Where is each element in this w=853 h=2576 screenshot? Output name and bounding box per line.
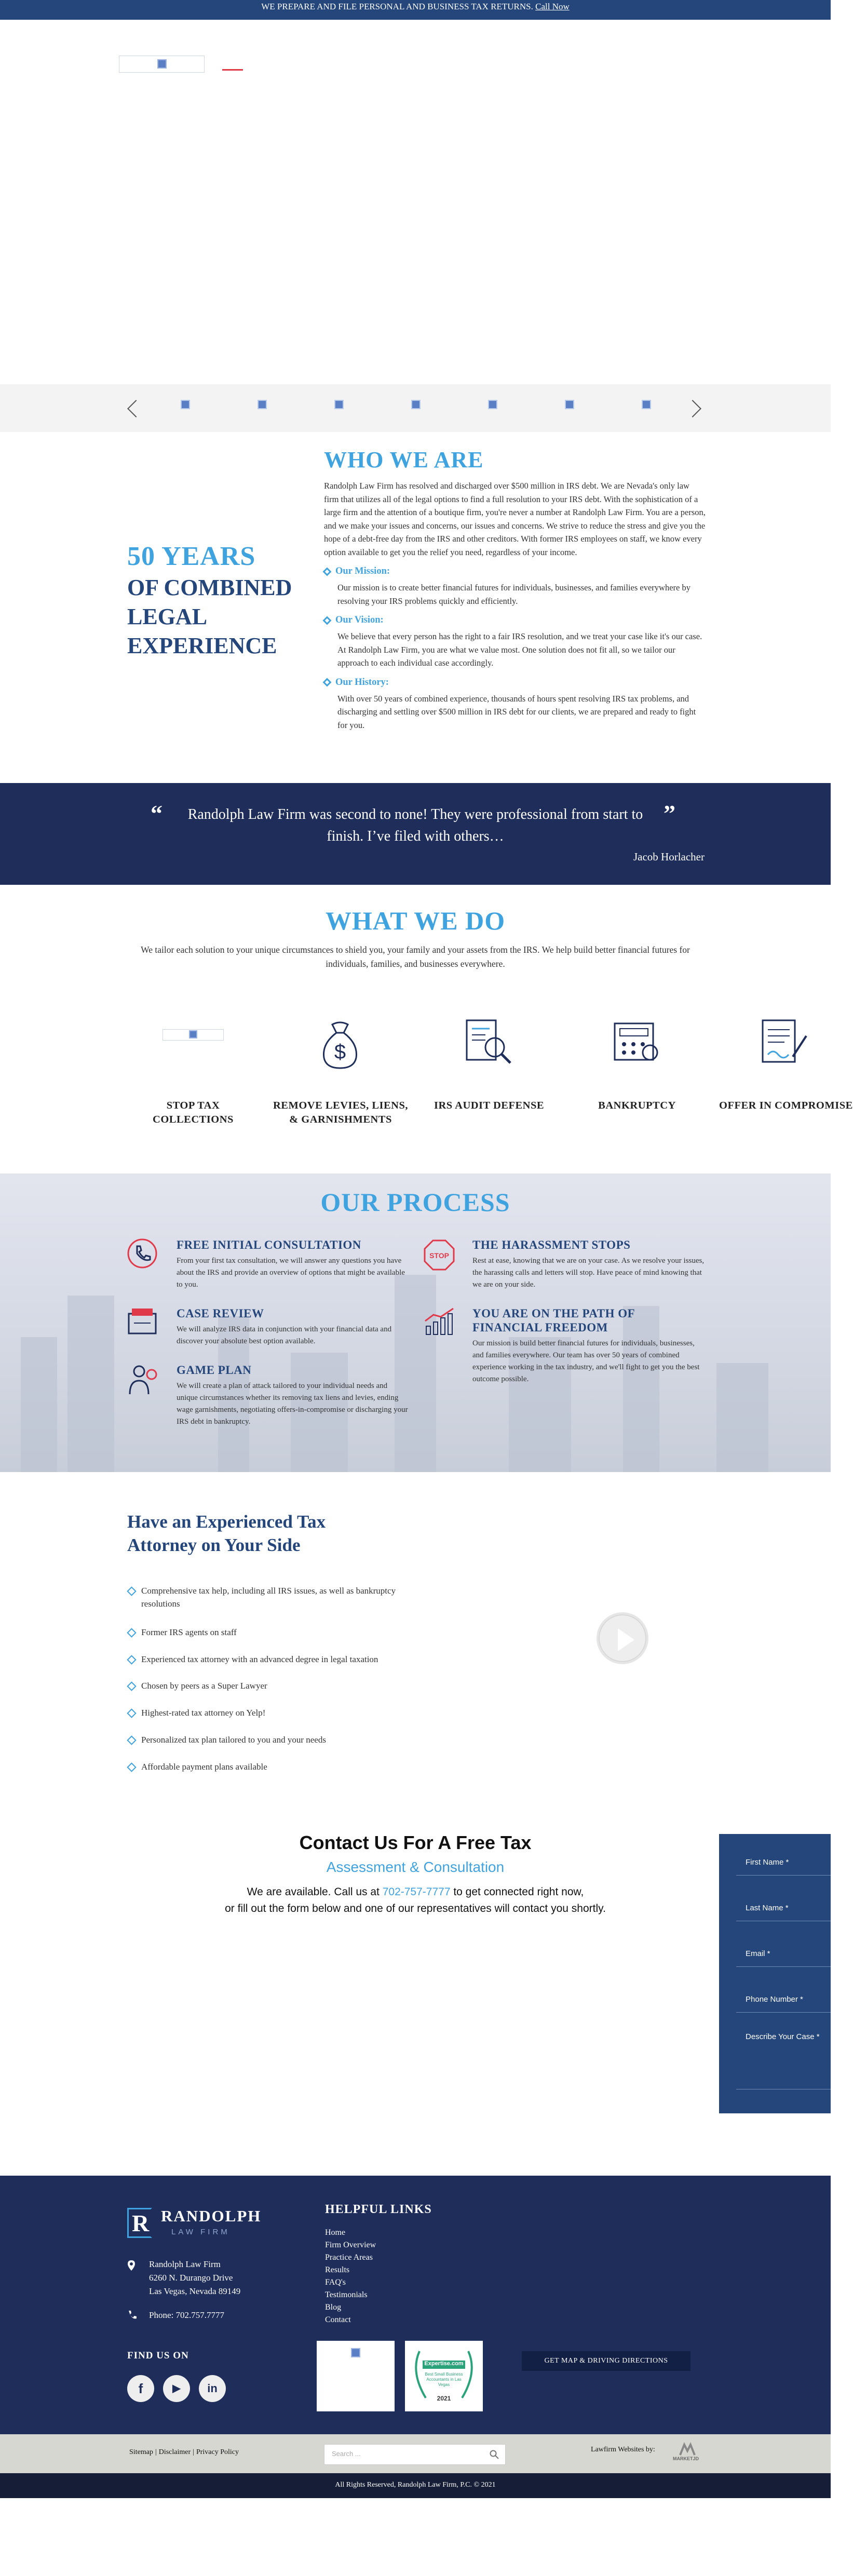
diamond-bullet-icon [127, 1709, 135, 1717]
who-we-are-intro: Randolph Law Firm has resolved and discharged over $500 million in IRS debt. We are Nevada's only law firm that utilizes all of the legal options to find a full resolution to your IRS debt. With the sophistication of a large firm and the attention of a boutique firm, you're never a number at Randolph Law Firm. You are a person, and we make your issues and concerns, our issues and concerns. We strive to reduce the stress and give you the hope of a debt-free day from the IRS and other creditors. With former IRS employees on staff, we know every option available to get you the relief you need, regardless of your income. [324, 481, 706, 557]
footer-link[interactable]: Results [325, 2265, 350, 2274]
expertise-award-badge[interactable] [405, 2341, 483, 2411]
footer-logo-mark[interactable]: R [127, 2208, 152, 2238]
image-placeholder-icon [351, 2348, 360, 2357]
diamond-bullet-icon [323, 678, 332, 687]
process-step-title: GAME PLAN [177, 1364, 252, 1377]
footer-link[interactable]: Practice Areas [325, 2253, 373, 2262]
award-badge-image[interactable] [317, 2341, 395, 2411]
service-label: BANKRUPTCY [598, 1100, 676, 1111]
process-step-title: THE HARASSMENT STOPS [472, 1238, 631, 1251]
vision-heading: Our Vision: [324, 615, 706, 626]
svg-text:$: $ [334, 1041, 346, 1063]
history-text: With over 50 years of combined experience, thousands of hours spent resolving IRS tax problems, and discharging and settling over $500 million in IRS debt for our clients, we are prepared and ready to fight for you. [337, 693, 696, 730]
search-placeholder: Search ... [332, 2450, 361, 2458]
process-step-text: We will create a plan of attack tailored to your individual needs and unique circumstances whether its removing tax liens and levies, ending wage garnishments, negotiating offers-in-compromise or discharging your IRS debt in bankruptcy. [177, 1382, 408, 1426]
find-us-title: FIND US ON [127, 2350, 189, 2361]
case-description-field[interactable]: Describe Your Case * [736, 2027, 831, 2089]
contact-text: We are available. Call us at 702-757-7777 to get connected right now, or fill out the form below and one of our representatives will contact you shortly. [225, 1886, 606, 1914]
service-label: IRS AUDIT DEFENSE [434, 1100, 545, 1111]
offer-document-icon [755, 1015, 813, 1072]
carousel-logo-image-icon [411, 400, 421, 409]
marketjd-logo[interactable]: MARKETJD [668, 2443, 704, 2465]
mission-text: Our mission is to create better financial futures for individuals, businesses, and families everywhere by resolving your IRS problems quickly and efficiently. [337, 583, 690, 606]
open-quote-icon: “ [151, 800, 163, 827]
carousel-logo-image-icon [642, 400, 651, 409]
benefit-item: Personalized tax plan tailored to you and your needs [127, 1733, 423, 1746]
folder-icon [127, 1306, 158, 1336]
what-we-do-title: WHAT WE DO [325, 906, 506, 935]
service-image-placeholder [163, 1029, 224, 1041]
testimonial-author: Jacob Horlacher [633, 851, 705, 863]
benefit-item: Affordable payment plans available [127, 1760, 423, 1773]
benefit-item: Comprehensive tax help, including all IRS issues, as well as bankruptcy resolutions [127, 1584, 423, 1610]
site-logo[interactable] [119, 56, 205, 73]
growth-chart-icon [423, 1306, 455, 1337]
process-step [472, 1238, 706, 1291]
phone-icon [127, 2310, 138, 2320]
svg-text:STOP: STOP [429, 1251, 449, 1260]
process-step-text: We will analyze IRS data in conjunction with your financial data and discover your absolute best option available. [177, 1325, 392, 1345]
linkedin-icon: in [207, 2382, 218, 2395]
disclaimer-link[interactable]: Disclaimer [158, 2448, 191, 2456]
document-magnifier-icon [459, 1015, 517, 1072]
who-we-are-title: WHO WE ARE [324, 447, 484, 473]
last-name-field[interactable]: Last Name * [736, 1898, 831, 1921]
benefit-item: Chosen by peers as a Super Lawyer [127, 1679, 423, 1692]
testimonial-quote: Randolph Law Firm was second to none! They were professional from start to finish. I’ve filed with others… [187, 806, 643, 844]
years-line: OF COMBINED [127, 575, 292, 600]
process-title: OUR PROCESS [320, 1188, 510, 1217]
service-label: REMOVE LEVIES, LIENS, & GARNISHMENTS [273, 1100, 408, 1125]
mission-heading: Our Mission: [324, 566, 706, 577]
first-name-field[interactable]: First Name * [736, 1853, 831, 1876]
badge-year: 2021 [437, 2395, 451, 2402]
footer-link[interactable]: Blog [325, 2303, 342, 2312]
page-end-space [0, 2498, 831, 2576]
diamond-bullet-icon [127, 1655, 135, 1663]
footer-logo-name[interactable]: RANDOLPH [161, 2207, 262, 2225]
process-step-title: YOU ARE ON THE PATH OF FINANCIAL FREEDOM [472, 1307, 635, 1334]
privacy-policy-link[interactable]: Privacy Policy [196, 2448, 239, 2456]
top-announcement-bar [0, 0, 831, 20]
process-step-text: Our mission is build better financial futures for individuals, businesses, and families everywhere. Our team has over 50 years of combined experience working in the tax industry, and we'll fight to get you the best outcome possible. [472, 1339, 700, 1383]
youtube-button[interactable] [163, 2375, 190, 2402]
footer-link[interactable]: Contact [325, 2315, 351, 2324]
contact-phone-link[interactable]: 702-757-7777 [382, 1886, 451, 1898]
history-heading: Our History: [324, 677, 706, 688]
process-step [177, 1363, 410, 1428]
process-step-text: From your first tax consultation, we will answer any questions you have about the IRS and provide an overview of options that might be available to you. [177, 1257, 405, 1289]
process-step-title: FREE INITIAL CONSULTATION [177, 1238, 361, 1251]
experience-callout [127, 540, 314, 660]
header-accent-line [222, 69, 243, 71]
helpful-links-title: HELPFUL LINKS [325, 2203, 432, 2216]
diamond-bullet-icon [323, 567, 332, 576]
close-quote-icon: ” [664, 800, 675, 827]
search-icon[interactable] [490, 2450, 499, 2459]
footer-search-input[interactable] [324, 2444, 506, 2465]
footer-link[interactable]: FAQ's [325, 2278, 346, 2287]
stop-sign-icon [423, 1239, 455, 1271]
copyright-text: All Rights Reserved, Randolph Law Firm, P.C. © 2021 [335, 2481, 496, 2489]
marketjd-mark-icon [668, 2443, 704, 2456]
announcement-text: WE PREPARE AND FILE PERSONAL AND BUSINESS TAX RETURNS. [261, 2, 533, 11]
money-bag-icon [312, 1015, 369, 1072]
footer-link[interactable]: Home [325, 2228, 346, 2237]
carousel-logo-image-icon [334, 400, 344, 409]
service-label: OFFER IN COMPROMISE [719, 1100, 853, 1111]
diamond-bullet-icon [127, 1682, 135, 1690]
what-we-do-subtitle: We tailor each solution to your unique circumstances to shield you, your family and your assets from the IRS. We help build better financial futures for individuals, families, and businesses everywhere. [141, 945, 690, 969]
bankruptcy-calculator-icon [608, 1015, 666, 1072]
footer-link[interactable]: Firm Overview [325, 2241, 376, 2249]
legal-links: Sitemap | Disclaimer | Privacy Policy [127, 2448, 241, 2457]
who-we-are-section [324, 447, 706, 732]
diamond-bullet-icon [127, 1736, 135, 1744]
process-step [177, 1238, 410, 1291]
game-plan-person-icon [127, 1363, 158, 1396]
phone-call-icon [127, 1238, 158, 1269]
experience-title: Have an Experienced Tax Attorney on Your Side [127, 1512, 326, 1555]
process-step [472, 1306, 706, 1385]
facebook-button[interactable] [127, 2375, 154, 2402]
years-line: EXPERIENCE [127, 633, 277, 658]
benefit-item: Highest-rated tax attorney on Yelp! [127, 1706, 423, 1719]
play-icon [618, 1628, 634, 1651]
diamond-bullet-icon [127, 1587, 135, 1595]
contact-title: Contact Us For A Free Tax [299, 1832, 532, 1853]
diamond-bullet-icon [127, 1628, 135, 1636]
facebook-icon: f [138, 2381, 143, 2396]
call-now-link[interactable]: Call Now [535, 2, 570, 11]
linkedin-button[interactable] [199, 2375, 226, 2402]
footer-logo-subtitle: LAW FIRM [171, 2228, 230, 2236]
youtube-icon: ▶ [172, 2383, 181, 2394]
email-field[interactable]: Email * [736, 1944, 831, 1967]
sitemap-link[interactable]: Sitemap [129, 2448, 153, 2456]
process-step [177, 1306, 410, 1347]
location-pin-icon [127, 2260, 136, 2271]
image-placeholder-icon [157, 59, 167, 69]
process-section-background [0, 1174, 831, 1472]
process-step-title: CASE REVIEW [177, 1307, 264, 1320]
service-label: STOP TAX COLLECTIONS [153, 1100, 234, 1125]
video-play-button[interactable] [597, 1612, 648, 1664]
years-line: LEGAL [127, 604, 208, 629]
phone-field[interactable]: Phone Number * [736, 1990, 831, 2013]
diamond-bullet-icon [127, 1763, 135, 1771]
carousel-logo-image-icon [488, 400, 497, 409]
years-number: 50 YEARS [127, 542, 256, 571]
contact-subtitle: Assessment & Consultation [326, 1859, 505, 1875]
diamond-bullet-icon [323, 616, 332, 625]
image-placeholder-icon [189, 1030, 197, 1039]
badge-brand: Expertise.com [424, 2361, 464, 2367]
carousel-logo-image-icon [258, 400, 267, 409]
process-step-text: Rest at ease, knowing that we are on your case. As we resolve your issues, the harassing calls and letters will stop. Have peace of mind knowing that we are on your side. [472, 1257, 705, 1289]
benefit-item: Experienced tax attorney with an advanced degree in legal taxation [127, 1653, 423, 1666]
footer-phone[interactable]: Phone: 702.757.7777 [149, 2310, 224, 2320]
footer-link[interactable]: Testimonials [325, 2290, 368, 2299]
lawfirm-websites-by: Lawfirm Websites by: [591, 2446, 655, 2453]
carousel-logo-image-icon [565, 400, 574, 409]
benefit-item: Former IRS agents on staff [127, 1626, 423, 1639]
map-directions-button[interactable]: GET MAP & DRIVING DIRECTIONS [522, 2351, 690, 2371]
footer-address: Randolph Law Firm 6260 N. Durango Drive Las Vegas, Nevada 89149 [149, 2259, 241, 2296]
vision-text: We believe that every person has the right to a fair IRS resolution, and we treat your case like it's our case. At Randolph Law Firm, you are what we value most. One solution does not fit all, so we tailor our approach to each individual case accordingly. [337, 631, 702, 668]
carousel-logo-image-icon [181, 400, 190, 409]
badge-caption: Best Small Business Accountants in Las Vegas [425, 2372, 463, 2387]
